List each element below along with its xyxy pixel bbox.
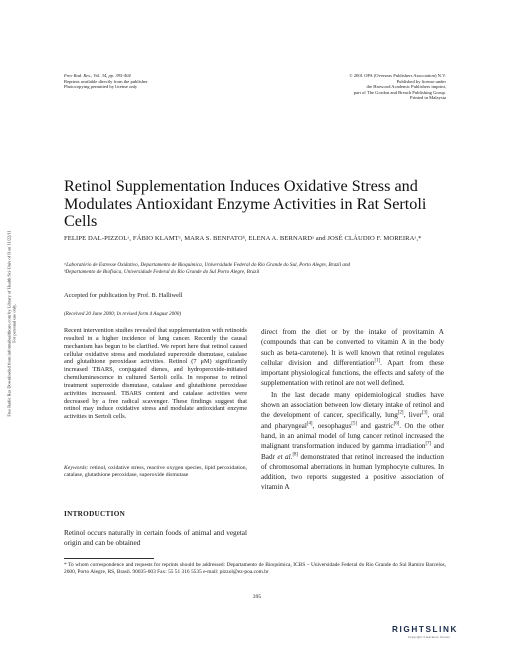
keywords-block (64, 465, 247, 479)
publisher-header-right (300, 73, 446, 101)
text-span: , oral and pharyngeal (261, 411, 444, 430)
text-span: . On the other hand, in an animal model of lung cancer retinol increased the malignant transformation induced by gamma irradiation (261, 421, 444, 451)
affiliations (64, 262, 444, 275)
rightslink-logo[interactable]: RIGHTSLINK (392, 625, 459, 634)
author-list: FELIPE DAL-PIZZOLᵃ, FÁBIO KLAMTᵃ, MARA S. BENFATOᵇ, ELENA A. BERNARDᵃ and JOSÉ CLÁUDIO F. MOREIRAᵃ,* (64, 235, 422, 242)
group-line: part of The Gordon and Breach Publishing Group. (353, 89, 446, 95)
body-paragraph-2 (261, 390, 444, 493)
footnote-rule (64, 558, 154, 559)
citation-ref: [6] (393, 421, 400, 427)
citation-ref: [2] (397, 410, 404, 416)
journal-citation: Free Rad. Res., Vol. 34, pp. 395-404 (64, 73, 131, 78)
photocopy-note: Photocopying permitted by license only (64, 84, 138, 90)
keywords-list: retinol, oxidative stress, reactive oxygen species, lipid peroxidation, catalase, glutathione peroxidase, superoxide dismutase (64, 465, 247, 479)
section-heading-introduction: INTRODUCTION (64, 510, 126, 518)
citation-ref: [4] (306, 421, 313, 427)
citation-ref: [3] (421, 410, 428, 416)
right-column-body (261, 327, 444, 493)
body-paragraph-1 (261, 327, 444, 389)
text-span: demonstrated that retinol increased the induction of chromosomal aberrations in human lymphocyte cultures. In addition, two reports suggested a positive association of vitamin A (261, 452, 444, 492)
text-span: , oesophagus (312, 421, 352, 430)
citation-ref: [1] (374, 358, 381, 364)
copyright-line: © 2001 OPA (Overseas Publishers Association) N.V. (349, 73, 446, 78)
text-span: direct from the diet or by the intake of provitamin A (compounds that can be converted to vitamin A in the body such as beta-carotene). It is well known that retinol regulates cellular division and differentiation (261, 328, 444, 367)
download-watermark (7, 223, 18, 423)
correspondence-footnote: * To whom correspondence and requests for reprints should be addressed: Departamento de Bioquímica, ICBS – Universidade Federal do Rio Grande do Sul Ramiro Barcelos, 2600, Porto Alegre, RS, Brasil. 90035-003 Fax: 55 51 316 5535 e-mail: pizzol@ez-poa.com.br (64, 562, 446, 575)
intro-paragraph: Retinol occurs naturally in certain foods of animal and vegetal origin and can be obtained (64, 529, 247, 548)
reprints-note: Reprints available directly from the publisher (64, 78, 148, 84)
text-span: and Badr (261, 442, 444, 461)
imprint-line: the Harwood Academic Publishers imprint, (366, 84, 446, 90)
citation-ref: [8] (292, 452, 299, 458)
received-dates: (Received 20 June 2000; In revised form 4 August 2000) (64, 311, 182, 317)
text-span: , liver (403, 411, 422, 420)
text-span: . Apart from these important physiological functions, the effects and safety of the supplementation with retinol are not well defined. (261, 358, 444, 388)
personal-use-line: For personal use only. (12, 304, 17, 343)
article-title: Retinol Supplementation Induces Oxidative Stress and Modulates Antioxidant Enzyme Activities in Rat Sertoli Cells (64, 177, 427, 231)
license-line: Published by license under (396, 78, 446, 84)
affiliation-b: ᵇDepartamento de Biofísica, Universidade Federal do Rio Grande do Sul Porto Alegre, Brazil (64, 268, 260, 275)
et-al: et al. (277, 452, 293, 461)
keywords-label: Keywords: (64, 465, 89, 471)
affiliation-a: ᵃLaboratório de Estresse Oxidativo, Departamento de Bioquímica, Universidade Federal do Rio Grande do Sul, Porto Alegre, Brazil and (64, 262, 351, 268)
text-span: In the last decade many epidemiological studies have shown an association between low dietary intake of retinol and the development of cancer, specifically, lung (261, 390, 444, 420)
printed-line: Printed in Malaysia (410, 95, 446, 101)
text-span: and gastric (356, 421, 394, 430)
rightslink-tagline: Copyright Clearance Center (407, 635, 451, 639)
citation-ref: [5] (351, 421, 357, 427)
page-number: 395 (252, 594, 262, 600)
download-line: Free Radic Res Downloaded from informahealthcare.com by Library of Health Sci-Univ of Il on 11/22/11 (6, 230, 12, 417)
abstract-text: Recent intervention studies revealed that supplementation with retinoids resulted in a higher incidence of lung cancer. Recently the causal mechanism has begun to be clarified. We report here that retinol caused cellular oxidative stress and modulated superoxide dismutase, catalase and glutathione peroxidase activities. Retinol (7 μM) significantly increased TBARS, conjugated dienes, and hydroperoxide-initiated chemiluminescence in cultured Sertoli cells. In response to retinol treatment superoxide dismutase, catalase and glutathione peroxidase activities increased. TBARS content and catalase activities were decreased by a free radical scavenger. These findings suggest that retinol may induce oxidative stress and modulate antioxidant enzyme activities in Sertoli cells. (64, 327, 247, 421)
journal-header-left (64, 73, 224, 90)
accepted-note: Accepted for publication by Prof. B. Halliwell (64, 292, 183, 299)
citation-ref: [7] (425, 441, 432, 447)
